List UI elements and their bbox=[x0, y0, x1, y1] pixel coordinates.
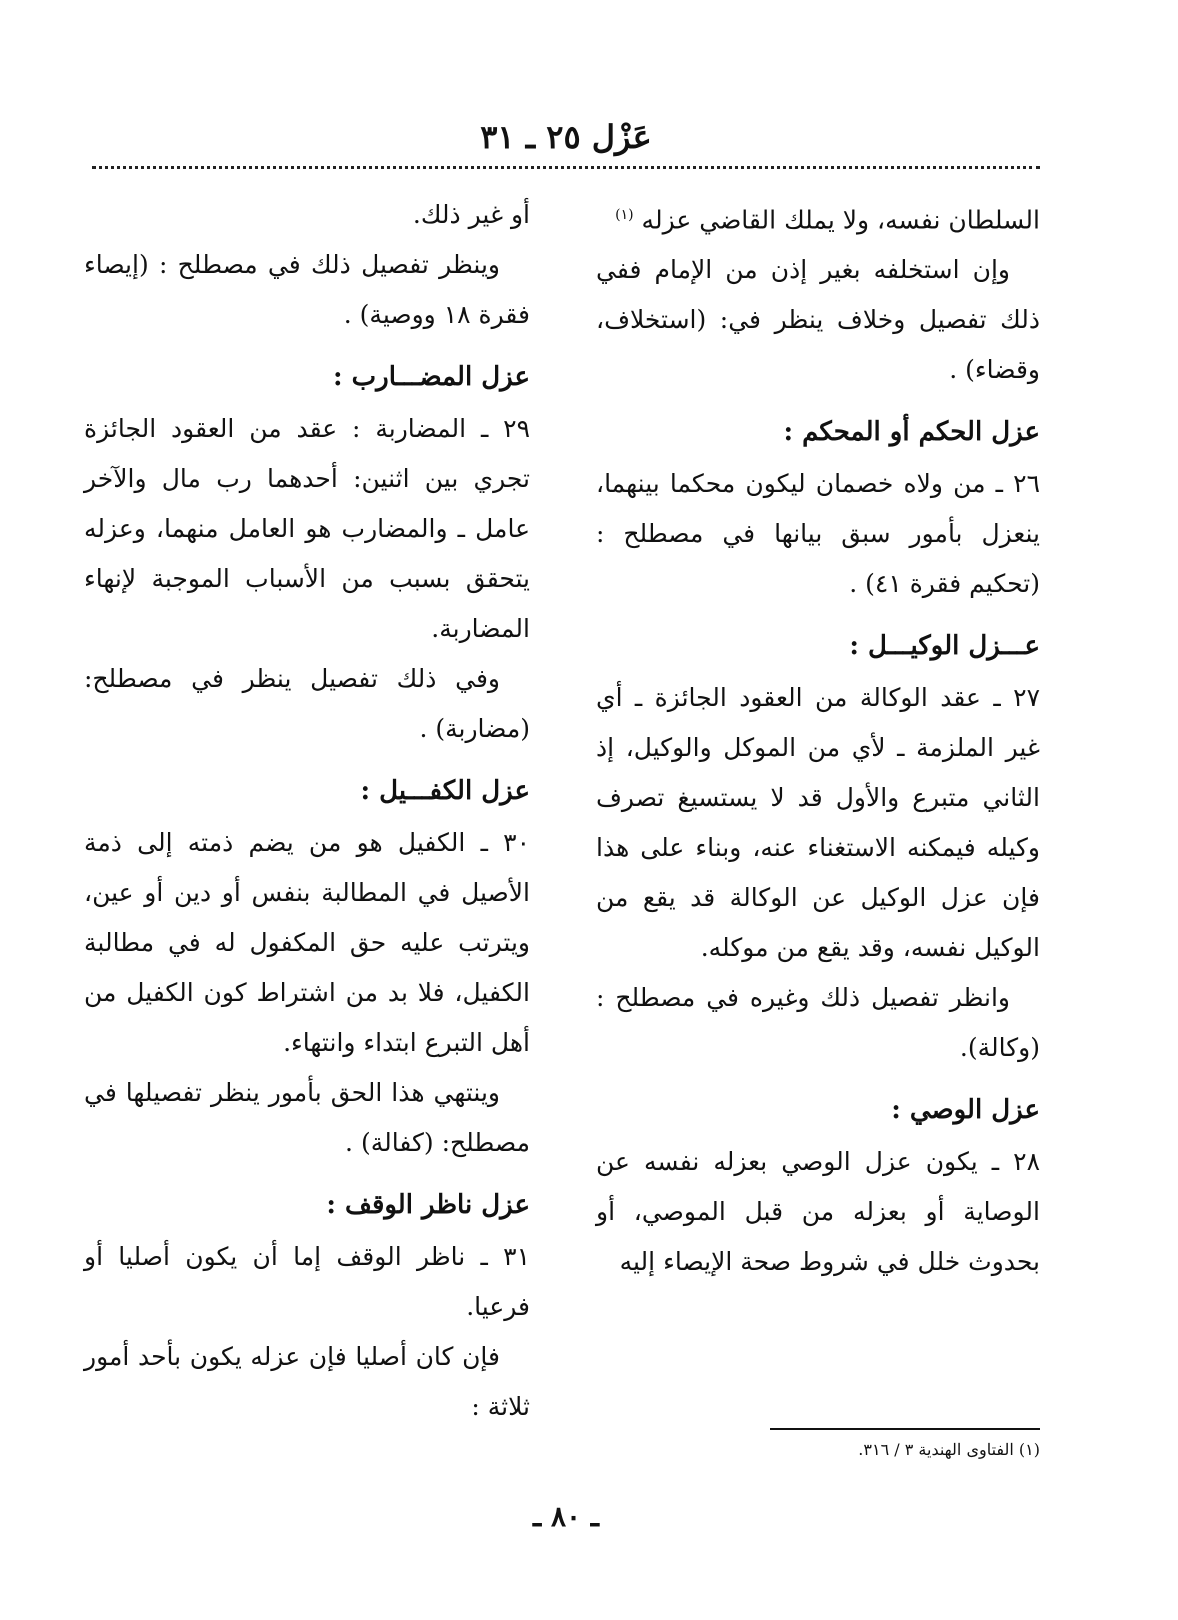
paragraph: ٣١ ـ ناظر الوقف إما أن يكون أصليا أو فرعيا. bbox=[84, 1242, 530, 1321]
paragraph: أو غير ذلك. bbox=[412, 200, 530, 229]
section-heading: عزل ناظر الوقف : bbox=[326, 1190, 530, 1220]
page-number: ـ ٨٠ ـ bbox=[533, 1500, 599, 1533]
section-heading: عزل الوصي : bbox=[891, 1095, 1040, 1126]
left-column bbox=[84, 190, 530, 1432]
footnote: (١) الفتاوى الهندية ٣ / ٣١٦. bbox=[858, 1440, 1040, 1459]
paragraph: وينظر تفصيل ذلك في مصطلح : (إيصاء فقرة ١٨ ووصية) . bbox=[84, 250, 530, 329]
paragraph: وينتهي هذا الحق بأمور ينظر تفصيلها في مصطلح: (كفالة) . bbox=[84, 1078, 530, 1157]
page-title: عَزْل ٢٥ ـ ٣١ bbox=[480, 118, 652, 156]
paragraph: وإن استخلفه بغير إذن من الإمام ففي ذلك تفصيل وخلاف ينظر في: (استخلاف، وقضاء) . bbox=[596, 255, 1040, 385]
footnote-reference: (١) bbox=[615, 207, 634, 223]
section-heading: عـــزل الوكيـــل : bbox=[849, 631, 1040, 662]
paragraph-text: السلطان نفسه، ولا يملك القاضي عزله bbox=[641, 205, 1040, 235]
paragraph: ٢٦ ـ من ولاه خصمان ليكون محكما بينهما، ينعزل بأمور سبق بيانها في مصطلح : (تحكيم فقرة ٤١) . bbox=[596, 469, 1040, 599]
header-dotted-rule bbox=[92, 166, 1040, 169]
paragraph: ٢٨ ـ يكون عزل الوصي بعزله نفسه عن الوصاية أو بعزله من قبل الموصي، أو بحدوث خلل في شروط صحة الإيصاء إليه bbox=[596, 1147, 1040, 1277]
paragraph: وانظر تفصيل ذلك وغيره في مصطلح : (وكالة). bbox=[596, 983, 1040, 1063]
paragraph: ٣٠ ـ الكفيل هو من يضم ذمته إلى ذمة الأصيل في المطالبة بنفس أو دين أو عين، ويترتب عليه حق المكفول له في مطالبة الكفيل، فلا بد من اشتراط كون الكفيل من أهل التبرع ابتداء وانتهاء. bbox=[84, 828, 530, 1057]
section-heading: عزل المضـــارب : bbox=[333, 362, 530, 392]
paragraph: وفي ذلك تفصيل ينظر في مصطلح: (مضاربة) . bbox=[84, 664, 530, 743]
paragraph bbox=[596, 190, 1040, 245]
section-heading: عزل الكفـــيل : bbox=[360, 776, 530, 806]
right-column bbox=[596, 190, 1040, 1287]
section-heading: عزل الحكم أو المحكم : bbox=[783, 417, 1040, 448]
paragraph: فإن كان أصليا فإن عزله يكون بأحد أمور ثلاثة : bbox=[84, 1342, 530, 1421]
paragraph: ٢٧ ـ عقد الوكالة من العقود الجائزة ـ أي غير الملزمة ـ لأي من الموكل والوكيل، إذ الثاني متبرع والأول قد لا يستسيغ تصرف وكيله فيمكنه الاستغناء عنه، وبناء على هذا فإن عزل الوكيل عن الوكالة قد يقع من الوكيل نفسه، وقد يقع من موكله. bbox=[596, 683, 1040, 963]
paragraph: ٢٩ ـ المضاربة : عقد من العقود الجائزة تجري بين اثنين: أحدهما رب مال والآخر عامل ـ والمضارب هو العامل منهما، وعزله يتحقق بسبب من الأسباب الموجبة لإنهاء المضاربة. bbox=[84, 414, 530, 643]
footnote-rule bbox=[770, 1428, 1040, 1430]
